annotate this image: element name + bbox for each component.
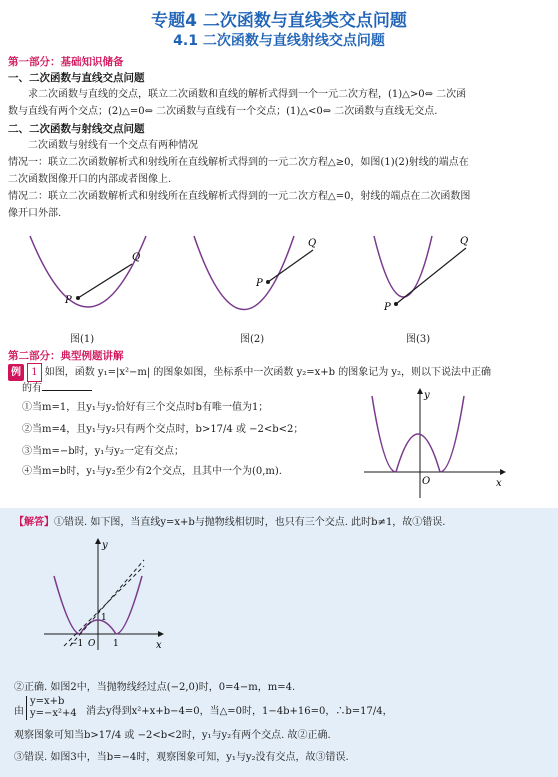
solution-tag: 【解答】 — [14, 517, 54, 528]
graph-middle-arc — [396, 434, 440, 472]
figure-2 — [188, 228, 328, 328]
example-number: 1 — [27, 363, 41, 382]
y-axis-arrow — [417, 388, 423, 394]
solution-line-5: ③错误. 如图3中，当b=−4时，观察图象可知，y₁与y₂没有交点，故③错误. — [14, 752, 349, 763]
axis-y-label: y — [424, 390, 430, 401]
sol-x-label: x — [156, 640, 162, 651]
axis-x-label: x — [496, 478, 502, 489]
system-eq-2: y=−x²+4 — [30, 708, 77, 719]
origin-label: O — [422, 476, 431, 487]
label-p-3: P — [384, 302, 391, 313]
figure-3-caption: 图(3) — [406, 334, 431, 345]
part2-heading: 第二部分：典型例题讲解 — [8, 350, 124, 362]
parabola-2 — [194, 236, 294, 310]
graph-left-branch — [372, 396, 396, 472]
sol-tick-1: 1 — [113, 639, 119, 649]
sol-right-branch — [116, 576, 142, 634]
part1-heading: 第一部分：基础知识储备 — [8, 56, 124, 68]
page-subtitle: 4.1 二次函数与直线射线交点问题 — [173, 33, 385, 49]
figure-2-caption: 图(2) — [240, 334, 265, 345]
graph-right-branch — [440, 396, 464, 472]
option-4: ④当m=b时，y₁与y₂至少有2个交点，且其中一个为(0,m). — [22, 466, 282, 477]
point-p-1 — [76, 296, 80, 300]
ray-2 — [268, 250, 313, 282]
figure-3 — [362, 228, 502, 328]
section2-text-c: 二次函数图像开口的内部或者图像上. — [8, 174, 172, 185]
solution-text-1: ①错误. 如下图，当直线y=x+b与抛物线相切时，也只有三个交点. 此时b≠1，故①错误. — [54, 517, 446, 528]
sol-y-label: y — [102, 540, 108, 551]
option-3: ③当m=−b时，y₁与y₂一定有交点； — [22, 446, 184, 457]
section2-title: 二、二次函数与射线交点问题 — [8, 123, 145, 135]
solution-line-4: 观察图象可知当b>17/4 或 −2<b<2时，y₁与y₂有两个交点. 故②正确. — [14, 730, 331, 741]
figure-1 — [20, 228, 160, 328]
sol-l3-pre: 由 — [14, 706, 24, 717]
section1-text-b: 数与直线有两个交点；(2)△=0⇔ 二次函数与直线有一个交点；(1)△<0⇔ 二次函数与直线无交点. — [8, 106, 438, 117]
option-2: ②当m=4，且y₁与y₂只有两个交点时，b>17/4 或 −2<b<2； — [22, 424, 304, 435]
question-text-b: 的有 — [22, 383, 42, 394]
system-eq-1: y=x+b — [30, 696, 65, 707]
figure-1-caption: 图(1) — [70, 334, 95, 345]
equation-system — [26, 696, 77, 720]
label-p-2: P — [256, 278, 263, 289]
section1-text-a: 求二次函数与直线的交点，联立二次函数和直线的解析式得到一个一元二次方程，(1)△>0⇔ 二次函 — [28, 89, 467, 100]
sol-y-axis-arrow — [95, 538, 101, 544]
section2-text-d: 情况二：联立二次函数解析式和射线所在直线解析式得到的一元二次方程△=0，射线的端点在二次函数图 — [8, 191, 471, 202]
label-q-2: Q — [308, 238, 317, 249]
sol-left-branch — [54, 576, 80, 634]
parabola-1 — [30, 236, 146, 307]
sol-x-axis-arrow — [158, 631, 164, 637]
section2-text-a: 二次函数与射线有一个交点有两种情况 — [28, 140, 198, 151]
sol-tick-minus1: −1 — [70, 639, 84, 649]
sol-dashed-line-2 — [70, 560, 144, 646]
solution-panel — [0, 508, 558, 777]
example-tag: 例 — [8, 364, 24, 381]
sol-tick-y1: 1 — [101, 613, 107, 623]
x-axis-arrow — [500, 469, 506, 475]
example-graph — [360, 386, 510, 502]
label-p-1: P — [65, 295, 72, 306]
option-1: ①当m=1，且y₁与y₂恰好有三个交点时b有唯一值为1； — [22, 402, 269, 413]
solution-graph — [40, 536, 170, 652]
question-text-a: 如图，函数 y₁=|x²−m| 的图象如图，坐标系中一次函数 y₂=x+b 的图象记为 y₂，则以下说法中正确 — [44, 367, 492, 378]
point-p-3 — [394, 302, 398, 306]
section1-title: 一、二次函数与直线交点问题 — [8, 72, 145, 84]
page-title: 专题4 二次函数与直线类交点问题 — [151, 11, 407, 31]
solution-line-1 — [14, 513, 445, 528]
point-p-2 — [266, 280, 270, 284]
sol-origin-label: O — [88, 639, 96, 649]
label-q-1: Q — [132, 252, 141, 263]
ray-3 — [396, 248, 466, 304]
answer-blank — [42, 390, 92, 391]
section2-text-e: 像开口外部. — [8, 208, 62, 219]
label-q-3: Q — [460, 236, 469, 247]
solution-line-2: ②正确. 如图2中，当抛物线经过点(−2,0)时，0=4−m，m=4. — [14, 682, 296, 693]
section2-text-b: 情况一：联立二次函数解析式和射线所在直线解析式得到的一元二次方程△≥0，如图(1)(2)射线的端点在 — [8, 157, 469, 168]
parabola-3 — [374, 236, 432, 297]
sol-l3-post: 消去y得到x²+x+b−4=0，当△=0时，1−4b+16=0，∴b=17/4， — [86, 706, 393, 717]
